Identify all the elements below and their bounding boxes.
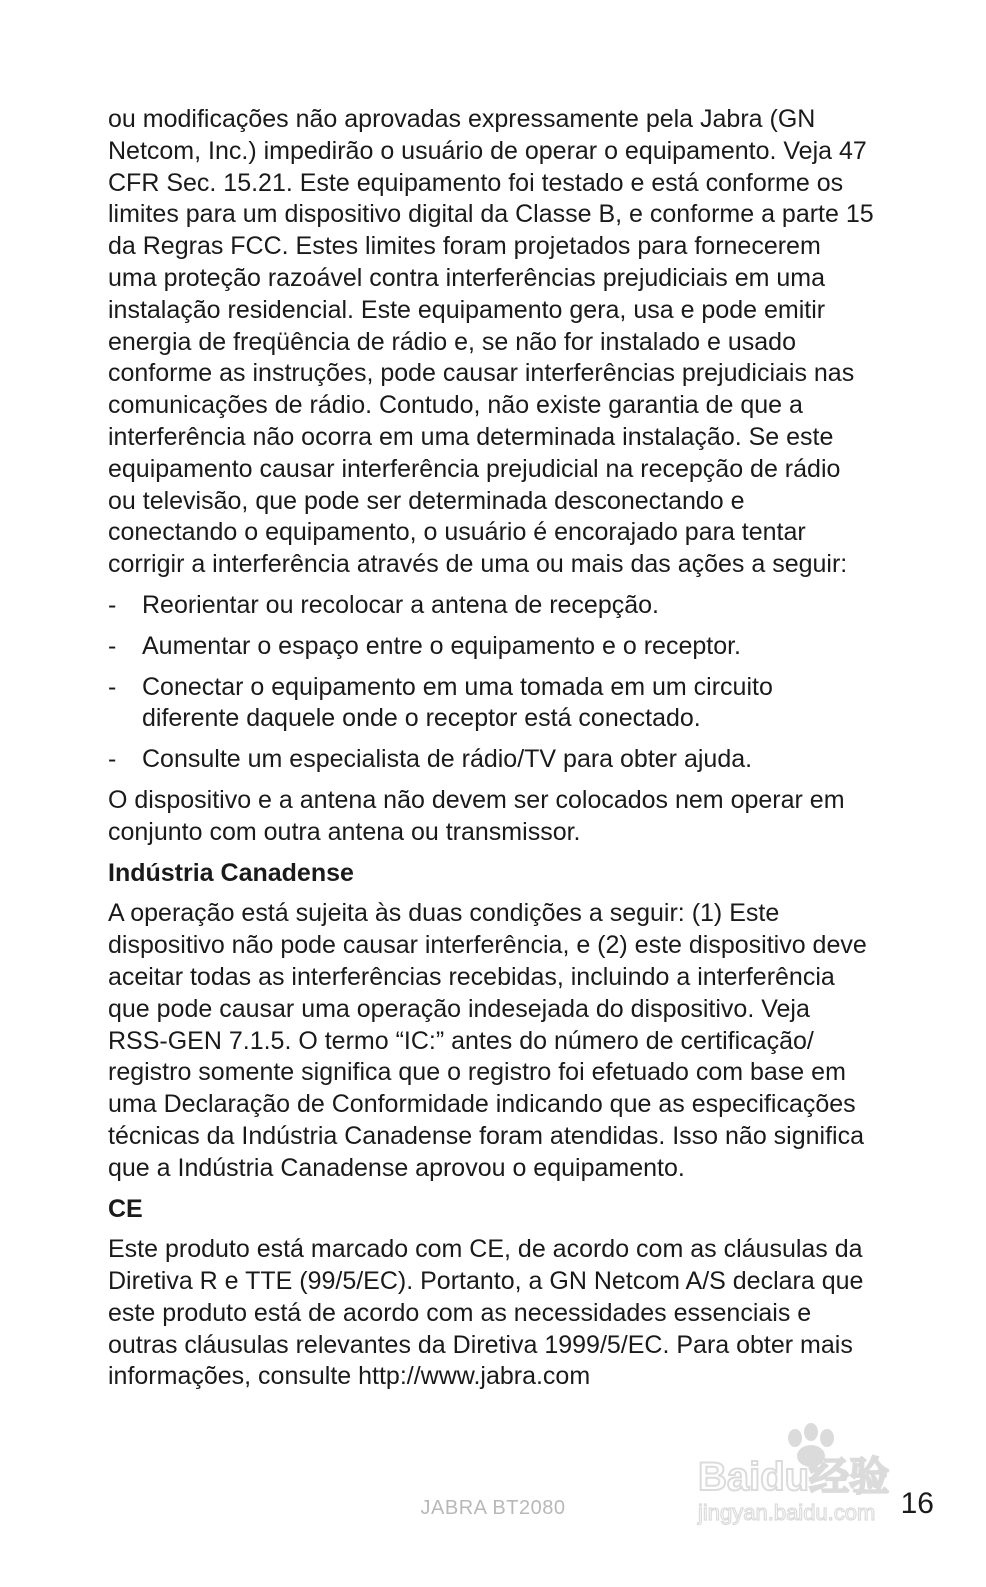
page-content <box>108 104 874 1402</box>
industry-canada-paragraph: A operação está sujeita às duas condições a seguir: (1) Este dispositivo não pode causar interferência, e (2) este dispositivo deve aceitar todas as interferências recebidas, incluindo a interferência que pode causar uma operação indesejada do dispositivo. Veja RSS-GEN 7.1.5. O termo “IC:” antes do número de certificação/ registro somente significa que o registro foi efetuado com base em uma Declaração de Conformidade indicando que as especificações técnicas da Indústria Canadense foram atendidas. Isso não significa que a Indústria Canadense aprovou o equipamento. <box>108 899 867 1182</box>
intro-paragraph: ou modificações não aprovadas expressamente pela Jabra (GN Netcom, Inc.) impedirão o usuário de operar o equipamento. Veja 47 CFR Sec. 15.21. Este equipamento foi testado e está conforme os limites para um dispositivo digital da Classe B, e conforme a parte 15 da Regras FCC. Estes limites foram projetados para fornecerem uma proteção razoável contra interferências prejudiciais em uma instalação residencial. Este equipamento gera, usa e pode emitir energia de freqüência de rádio e, se não for instalado e usado conforme as instruções, pode causar interferências prejudiciais nas comunicações de rádio. Contudo, não existe garantia de que a interferência não ocorra em uma determinada instalação. Se este equipamento causar interferência prejudicial na recepção de rádio ou televisão, que pode ser determinada desconectando e conectando o equipamento, o usuário é encorajado para tentar corrigir a interferência através de uma ou mais das ações a seguir: <box>108 105 874 579</box>
bullet-text: Conectar o equipamento em uma tomada em um circuito diferente daquele onde o receptor está conectado. <box>142 672 773 733</box>
footer-brand: JABRA BT2080 <box>420 1497 566 1519</box>
list-item <box>108 744 874 776</box>
bullet-text: Consulte um especialista de rádio/TV para obter ajuda. <box>142 745 753 774</box>
interference-actions-list <box>108 590 874 776</box>
bullet-text: Aumentar o espaço entre o equipamento e o receptor. <box>142 631 741 660</box>
bullet-dash: - <box>108 745 117 774</box>
ce-heading: CE <box>108 1194 143 1223</box>
ce-paragraph: Este produto está marcado com CE, de acordo com as cláusulas da Diretiva R e TTE (99/5/EC). Portanto, a GN Netcom A/S declara que este produto está de acordo com as necessidades essenciais e outras cláusulas relevantes da Diretiva 1999/5/EC. Para obter mais informações, consulte http://www.jabra.com <box>108 1235 864 1391</box>
list-item <box>108 631 874 663</box>
bullet-dash: - <box>108 631 117 660</box>
list-item <box>108 672 874 736</box>
watermark-url-text: jingyan.baidu.com <box>698 1500 876 1525</box>
watermark-logo-text: Baidu经验 <box>698 1455 890 1499</box>
bullet-dash: - <box>108 672 117 701</box>
antenna-paragraph: O dispositivo e a antena não devem ser colocados nem operar em conjunto com outra antena ou transmissor. <box>108 785 845 846</box>
industry-canada-heading: Indústria Canadense <box>108 858 354 887</box>
bullet-text: Reorientar ou recolocar a antena de recepção. <box>142 590 659 619</box>
bullet-dash: - <box>108 590 117 619</box>
page-number: 16 <box>900 1487 934 1520</box>
list-item <box>108 590 874 622</box>
